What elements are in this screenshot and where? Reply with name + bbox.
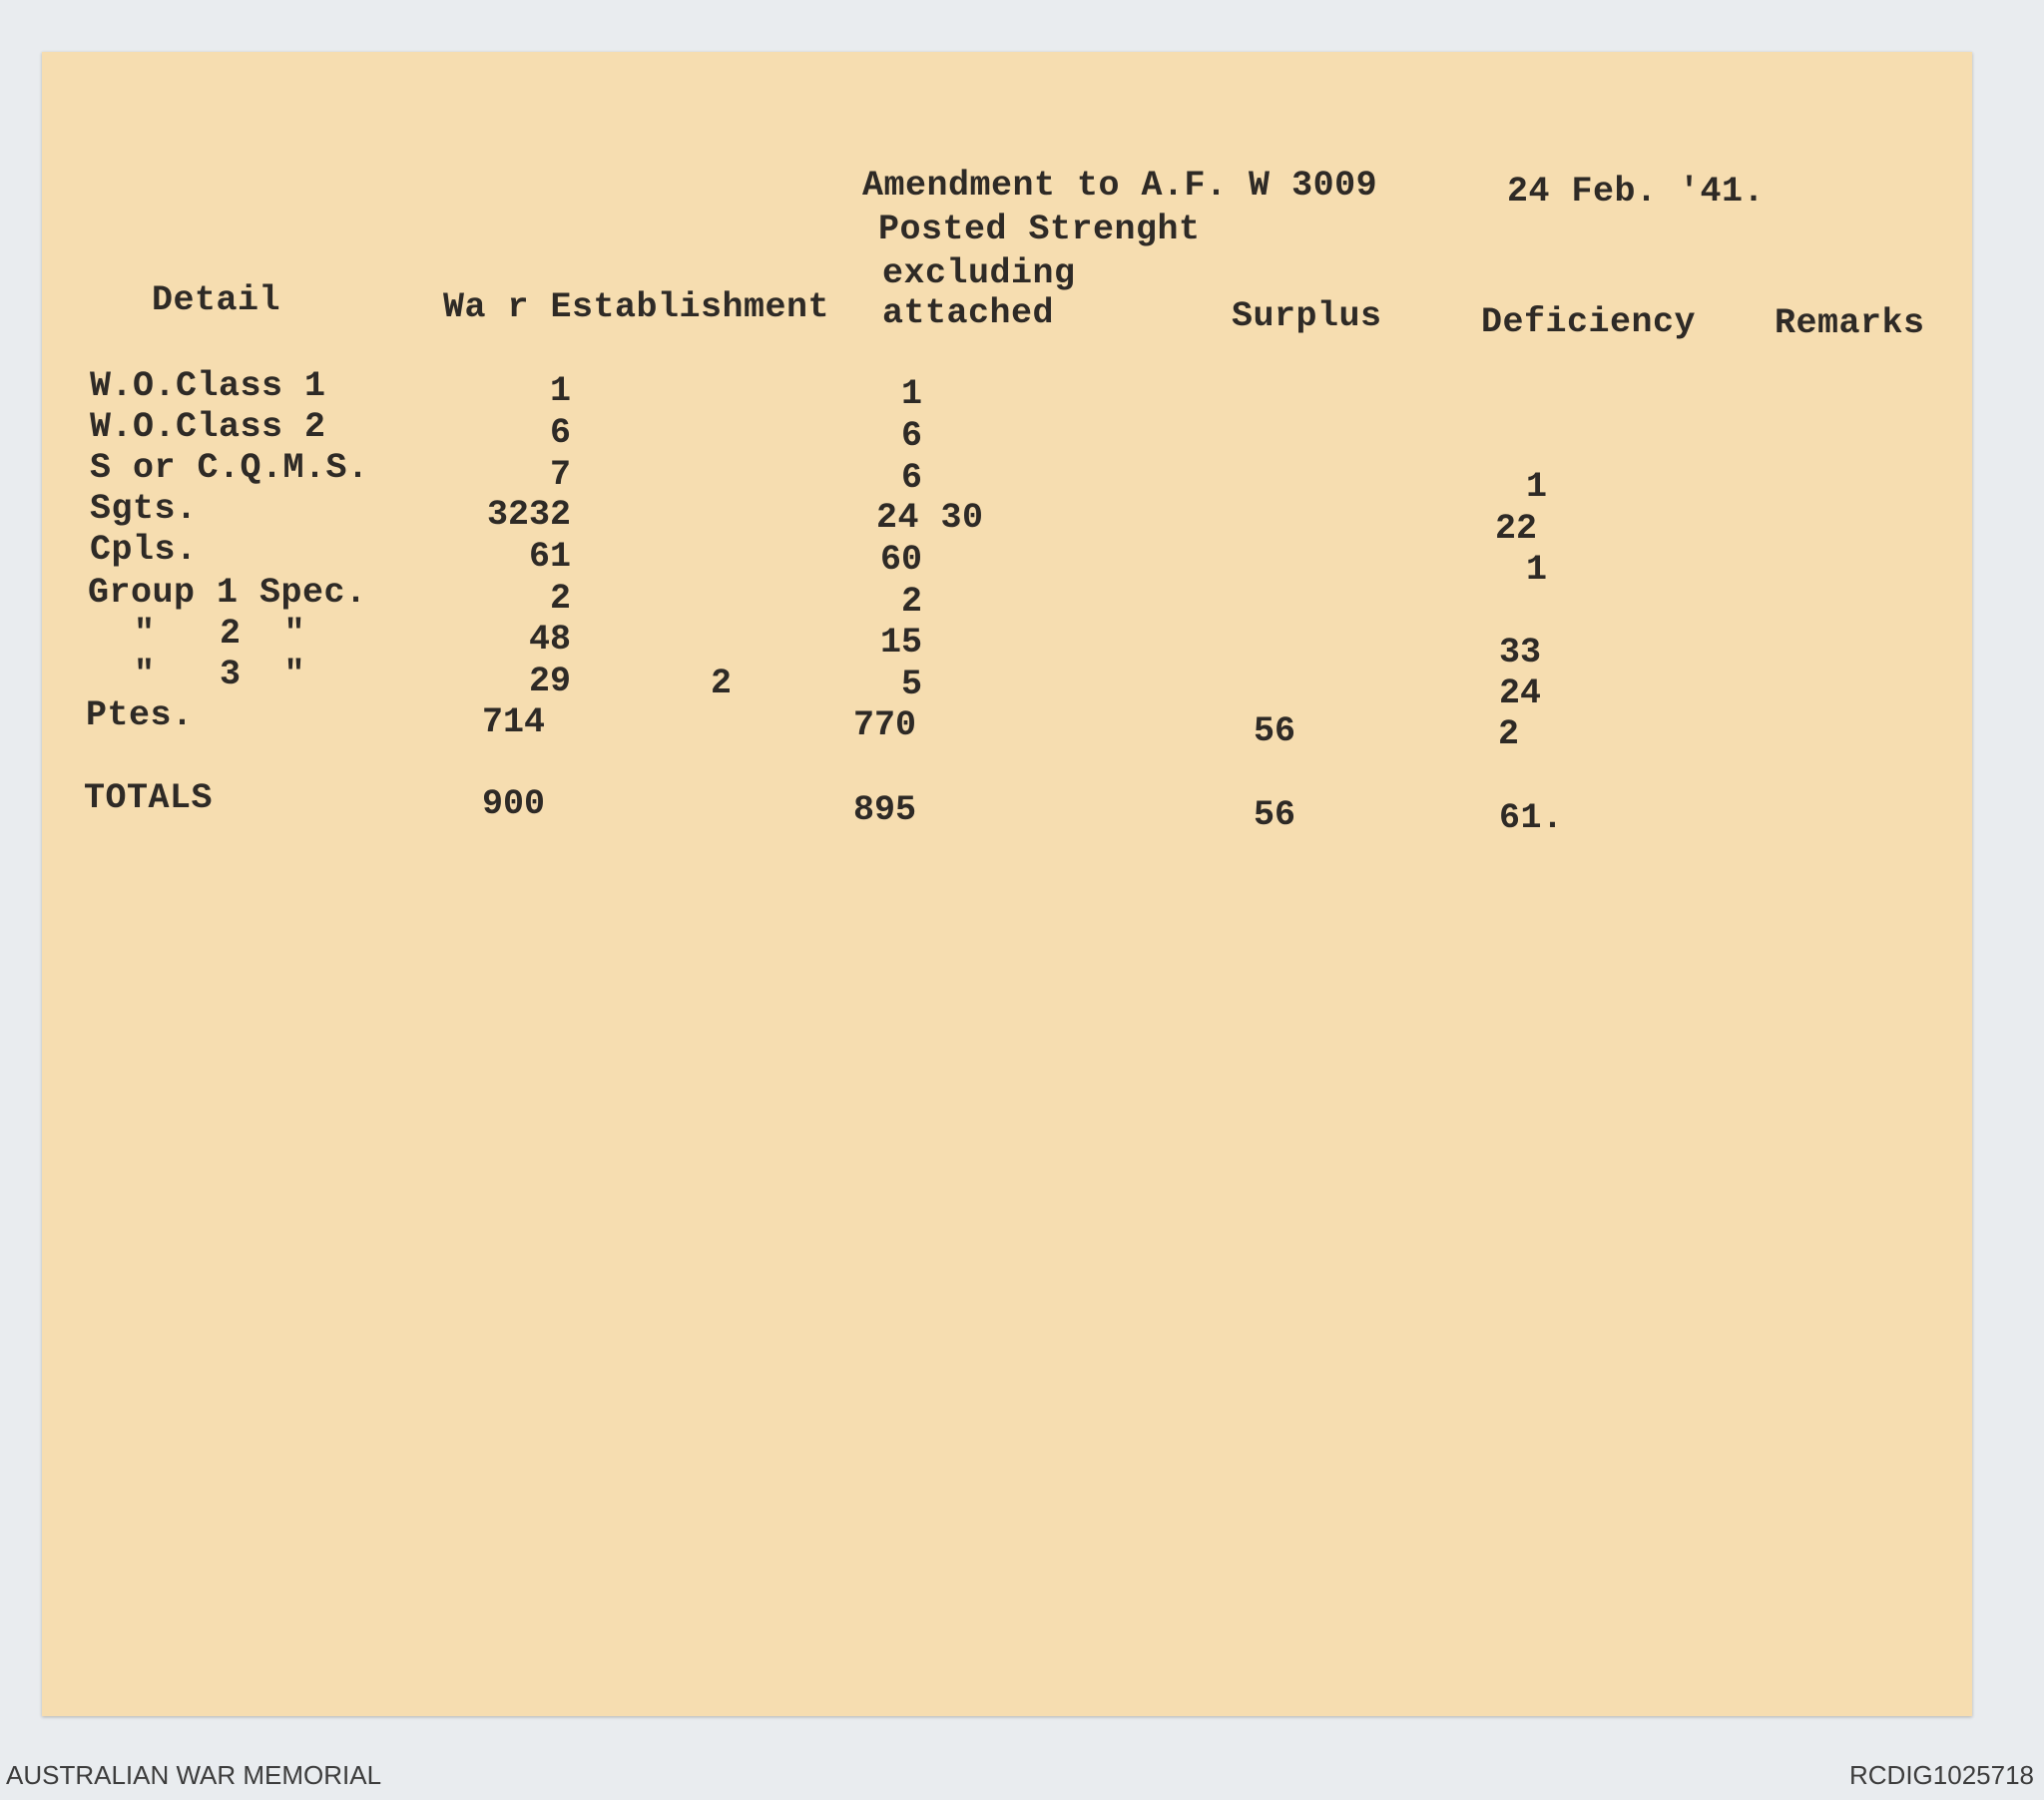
row-posted-value: 6 xyxy=(900,458,922,498)
footer-record-id: RCDIG1025718 xyxy=(1849,1760,2034,1790)
row-detail: Sgts. xyxy=(90,489,198,529)
row-war-value: 48 xyxy=(528,620,571,660)
row-deficiency-value: 33 xyxy=(1498,633,1541,673)
row-war-value: 714 xyxy=(481,702,545,742)
document-date: 24 Feb. '41. xyxy=(1507,172,1766,212)
header-posted-line2: excluding xyxy=(882,253,1076,293)
row-posted-value: 24 30 xyxy=(876,498,984,538)
row-detail: " 3 " xyxy=(134,655,306,694)
header-posted-line1: Posted Strenght xyxy=(878,210,1201,249)
row-detail: " 2 " xyxy=(134,614,306,654)
row-posted-value: 6 xyxy=(900,416,922,456)
row-posted-value: 5 xyxy=(900,665,922,704)
row-deficiency-value: 22 xyxy=(1494,509,1537,549)
row-posted-value: 1 xyxy=(900,374,922,414)
header-remarks: Remarks xyxy=(1775,303,1925,343)
header-detail: Detail xyxy=(152,280,281,320)
margin-mark: 2 xyxy=(711,664,733,703)
row-war-value: 61 xyxy=(528,537,571,577)
row-deficiency-value: 2 xyxy=(1497,714,1519,754)
row-war-value: 1 xyxy=(549,371,571,411)
row-posted-value: 2 xyxy=(900,582,922,622)
row-detail: Cpls. xyxy=(90,530,198,570)
totals-posted-value: 895 xyxy=(852,790,916,830)
row-war-value: 3232 xyxy=(486,495,571,535)
totals-war-value: 900 xyxy=(481,784,545,824)
row-posted-value: 60 xyxy=(879,540,922,580)
totals-label: TOTALS xyxy=(84,778,214,818)
header-posted-line3: attached xyxy=(882,293,1055,333)
row-detail: Group 1 Spec. xyxy=(88,573,367,613)
header-surplus: Surplus xyxy=(1232,296,1382,336)
footer-institution: AUSTRALIAN WAR MEMORIAL xyxy=(6,1760,382,1790)
row-surplus-value: 56 xyxy=(1253,711,1295,751)
document-title: Amendment to A.F. W 3009 xyxy=(862,166,1378,206)
row-war-value: 6 xyxy=(549,413,571,453)
row-detail: W.O.Class 2 xyxy=(90,407,326,447)
row-deficiency-value: 1 xyxy=(1525,550,1547,590)
row-detail: W.O.Class 1 xyxy=(90,366,326,406)
row-deficiency-value: 1 xyxy=(1525,467,1547,507)
row-war-value: 2 xyxy=(549,579,571,619)
row-war-value: 7 xyxy=(549,455,571,495)
totals-deficiency-value: 61. xyxy=(1499,798,1564,838)
row-detail: S or C.Q.M.S. xyxy=(90,448,369,488)
row-deficiency-value: 24 xyxy=(1498,674,1541,713)
header-deficiency: Deficiency xyxy=(1481,302,1697,342)
header-war-establishment: Wa r Establishment xyxy=(443,287,830,327)
row-posted-value: 15 xyxy=(879,623,922,663)
row-detail: Ptes. xyxy=(86,695,194,735)
totals-surplus-value: 56 xyxy=(1253,795,1295,835)
row-posted-value: 770 xyxy=(852,705,916,745)
row-war-value: 29 xyxy=(528,662,571,701)
